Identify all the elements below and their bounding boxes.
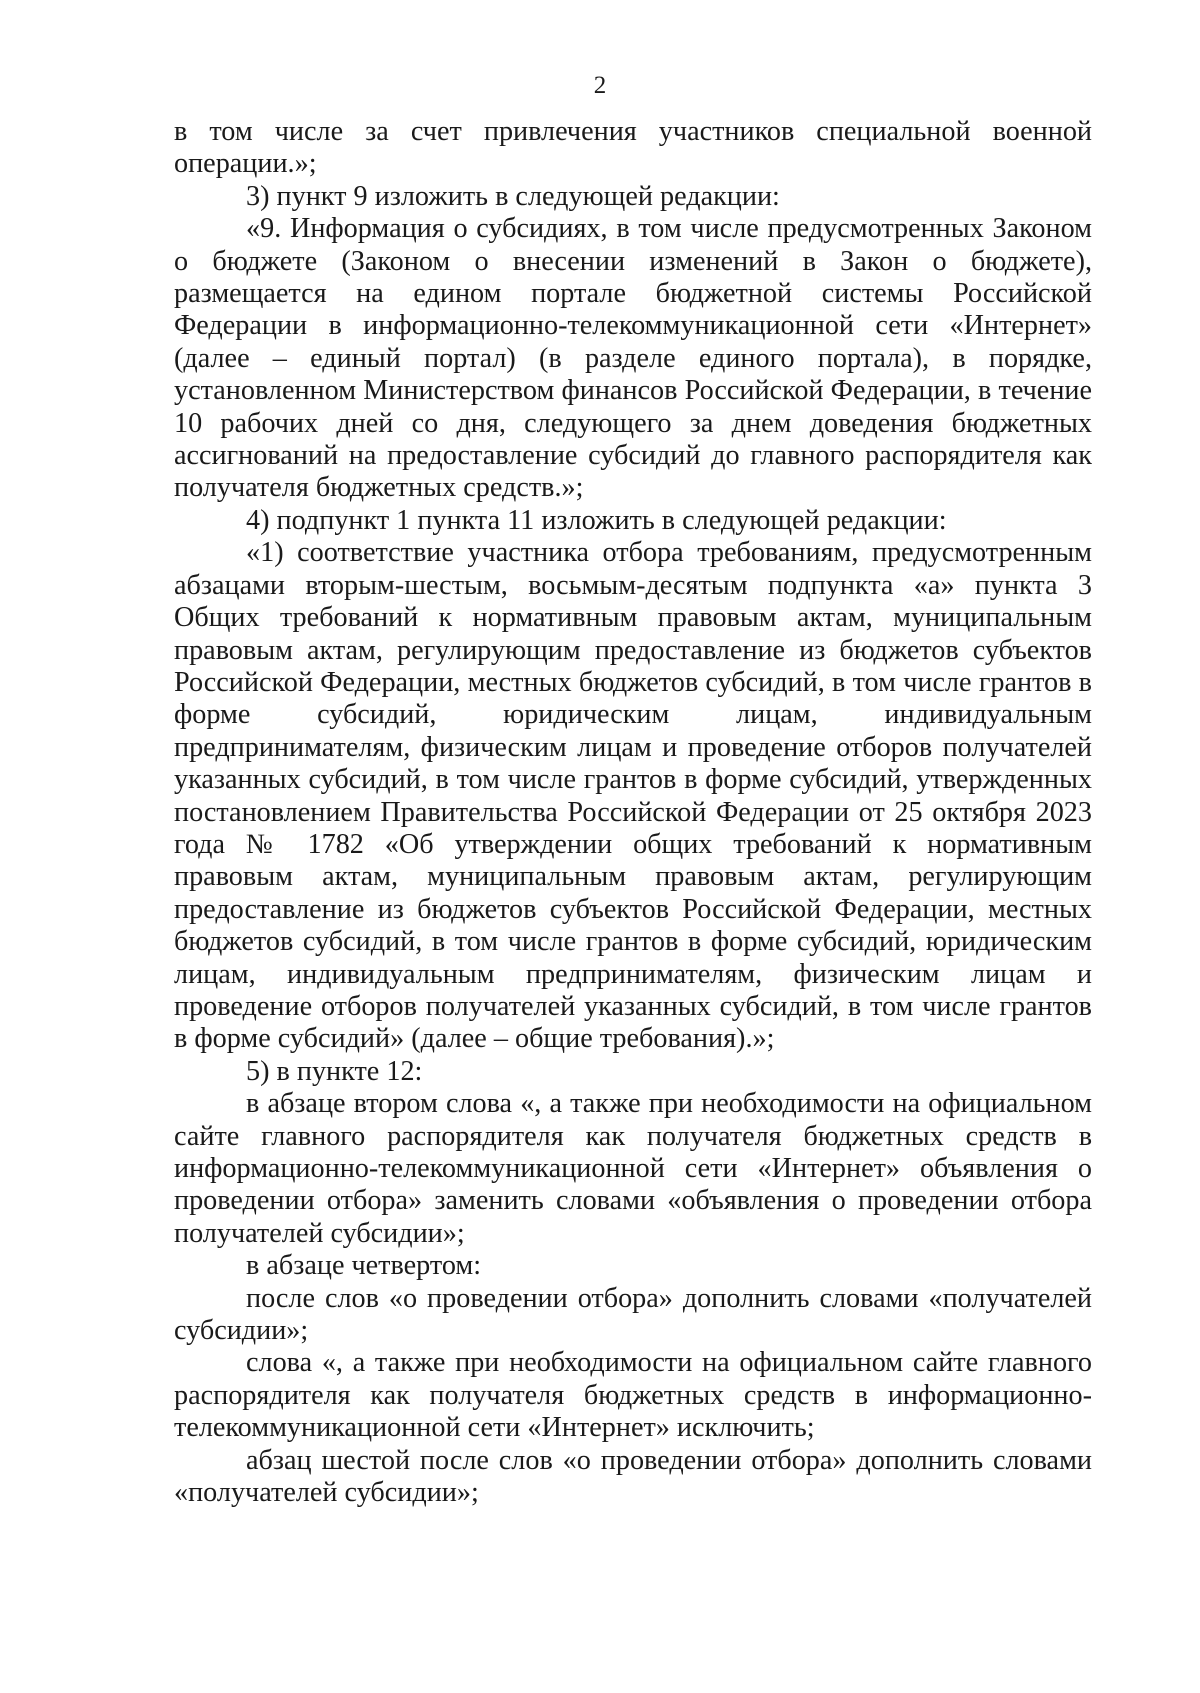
document-body (174, 116, 1092, 1509)
paragraph: «1) соответствие участника отбора требованиям, предусмотренным абзацами вторым-шестым, восьмым-десятым подпункта «а» пункта 3 Общих требований к нормативным правовым актам, муниципальным правовым актам, регулирующим предоставление из бюджетов субъектов Российской Федерации, местных бюджетов субсидий, в том числе грантов в форме субсидий, юридическим лицам, индивидуальным предпринимателям, физическим лицам и проведение отборов получателей указанных субсидий, в том числе грантов в форме субсидий, утвержденных постановлением Правительства Российской Федерации от 25 октября 2023 года № 1782 «Об утверждении общих требований к нормативным правовым актам, муниципальным правовым актам, регулирующим предоставление из бюджетов субъектов Российской Федерации, местных бюджетов субсидий, в том числе грантов в форме субсидий, юридическим лицам, индивидуальным предпринимателям, физическим лицам и проведение отборов получателей указанных субсидий, в том числе грантов в форме субсидий» (далее – общие требования).»; (174, 537, 1092, 1055)
paragraph: 5) в пункте 12: (246, 1055, 423, 1087)
paragraph: в абзаце втором слова «, а также при необходимости на официальном сайте главного распорядителя как получателя бюджетных средств в информационно-телекоммуникационной сети «Интернет» объявления о проведении отбора» заменить словами «объявления о проведении отбора получателей субсидии»; (174, 1088, 1092, 1249)
paragraph: «9. Информация о субсидиях, в том числе предусмотренных Законом о бюджете (Законом о внесении изменений в Закон о бюджете), размещается на едином портале бюджетной системы Российской Федерации в информационно-телекоммуникационной сети «Интернет» (далее – единый портал) (в разделе единого портала), в порядке, установленном Министерством финансов Российской Федерации, в течение 10 рабочих дней со дня, следующего за днем доведения бюджетных ассигнований на предоставление субсидий до главного распорядителя как получателя бюджетных средств.»; (174, 213, 1092, 504)
paragraph: в том числе за счет привлечения участников специальной военной операции.»; (174, 116, 1092, 180)
paragraph: абзац шестой после слов «о проведении отбора» дополнить словами «получателей субсидии»; (174, 1444, 1092, 1509)
paragraph: после слов «о проведении отбора» дополнить словами «получателей субсидии»; (174, 1282, 1092, 1347)
paragraph: слова «, а также при необходимости на официальном сайте главного распорядителя как получателя бюджетных средств в информационно-телекоммуникационной сети «Интернет» исключить; (174, 1347, 1092, 1444)
paragraph: в абзаце четвертом: (246, 1250, 482, 1282)
paragraph: 3) пункт 9 изложить в следующей редакции: (246, 180, 780, 212)
paragraph: 4) подпункт 1 пункта 11 изложить в следующей редакции: (246, 504, 947, 536)
page-number: 2 (593, 72, 607, 99)
